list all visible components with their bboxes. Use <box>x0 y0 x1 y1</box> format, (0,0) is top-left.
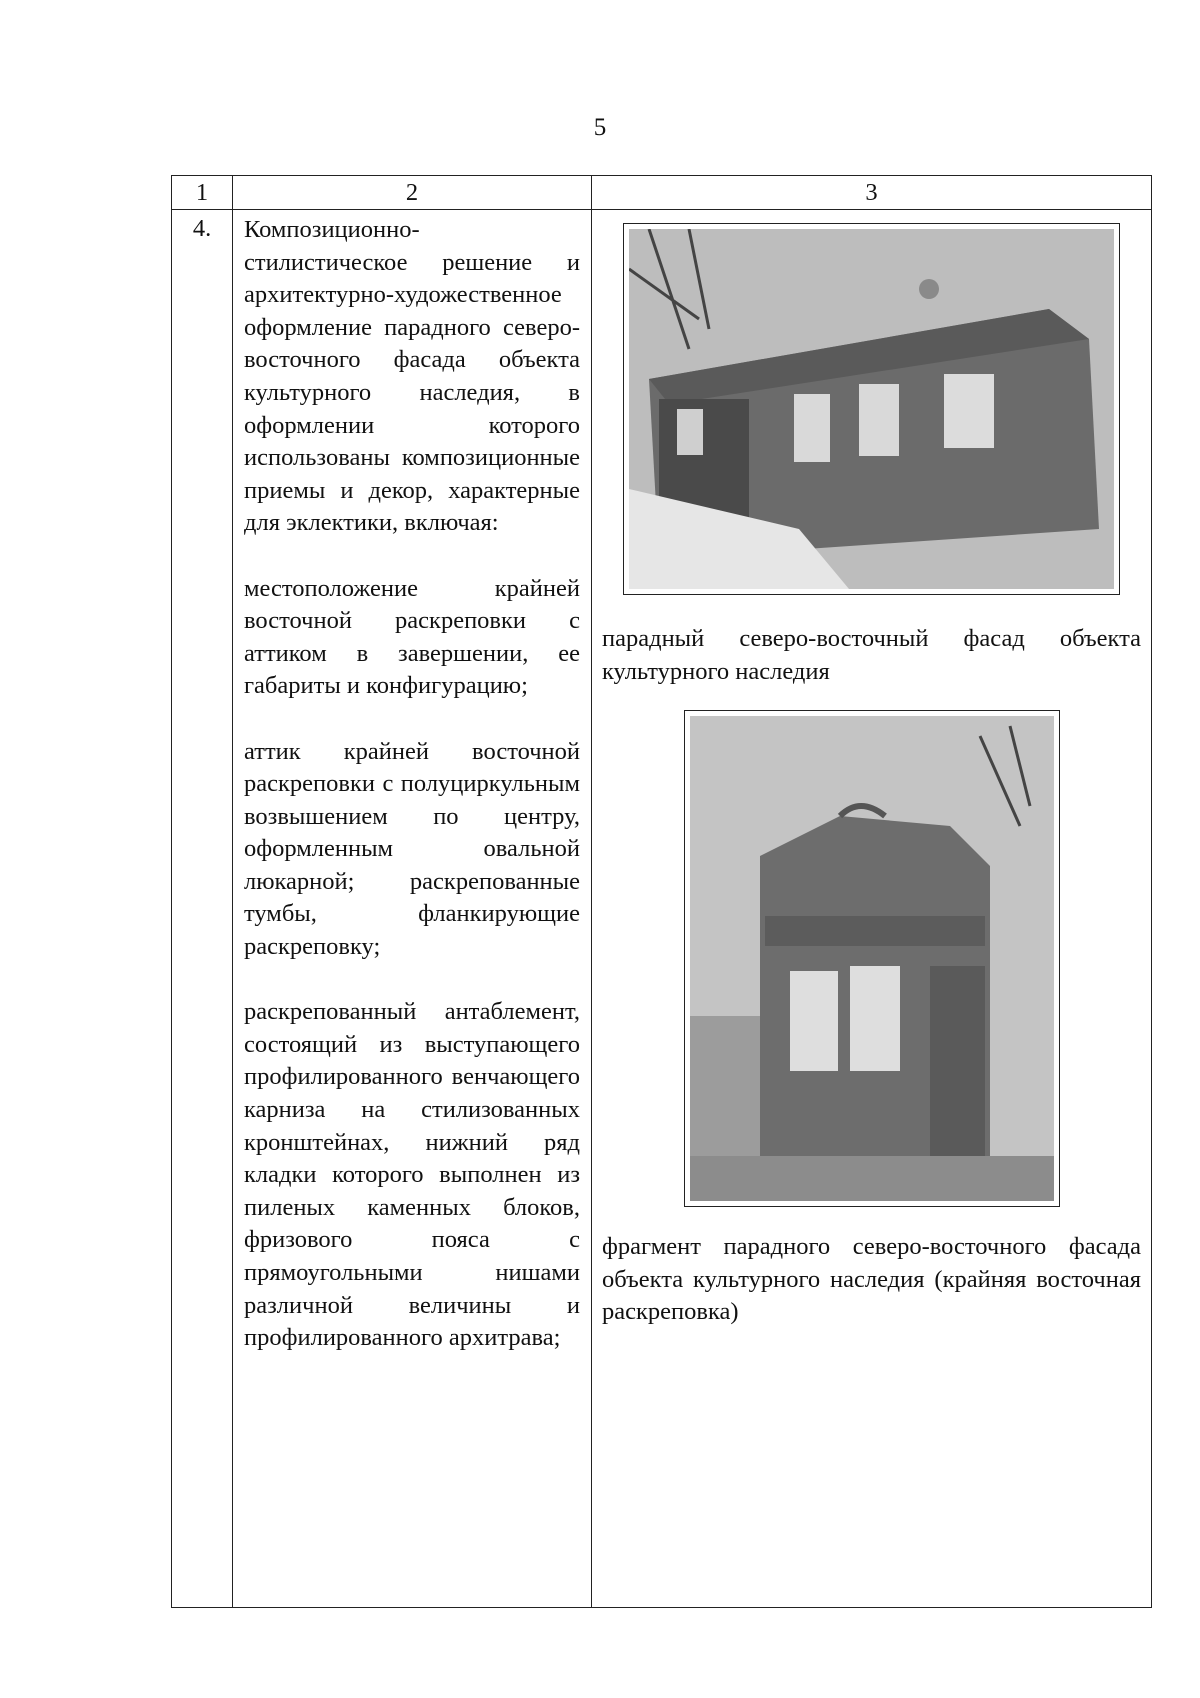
header-col-3: 3 <box>592 176 1152 210</box>
description-item-entablature: раскрепованный антаблемент, состоящий из выступающего профилированного венчающего карниза на стилизованных кронштейнах, нижний ряд кладки которого выполнен из пиленых каменных блоков, фризового пояса с прямоугольными нишами различной величины и профилированного архитрава; <box>244 998 580 1352</box>
description-intro: Композиционно-стилистическое решение и архитектурно-художественное оформление парадного северо-восточного фасада объекта культурного наследия, в оформлении которого использованы композиционные приемы и декор, характерные для эклектики, включая: <box>244 216 580 537</box>
page-number: 5 <box>593 114 607 141</box>
description-item-attic: аттик крайней восточной раскреповки с полуциркульным возвышением по центру, оформленным овальной люкарной; раскрепованные тумбы, фланкирующие раскреповку; <box>244 737 580 961</box>
facade-photo-frame <box>623 223 1120 595</box>
description-cell <box>233 210 592 1608</box>
header-col-1: 1 <box>172 176 233 210</box>
header-col-2: 2 <box>233 176 592 210</box>
facade-photo-caption: парадный северо-восточный фасад объекта культурного наследия <box>602 625 1141 685</box>
photo-cell <box>592 210 1152 1608</box>
fragment-photo-caption: фрагмент парадного северо-восточного фасада объекта культурного наследия (крайняя восточная раскреповка) <box>602 1233 1141 1326</box>
facade-photo <box>629 229 1114 589</box>
table-row <box>172 210 1152 1608</box>
description-item-location: местоположение крайней восточной раскреповки с аттиком в завершении, ее габариты и конфигурацию; <box>244 574 580 700</box>
fragment-photo-frame <box>684 710 1060 1207</box>
fragment-photo <box>690 716 1054 1201</box>
table-header-row <box>172 176 1152 210</box>
heritage-description-table <box>171 175 1152 1608</box>
row-number: 4. <box>172 210 233 1608</box>
